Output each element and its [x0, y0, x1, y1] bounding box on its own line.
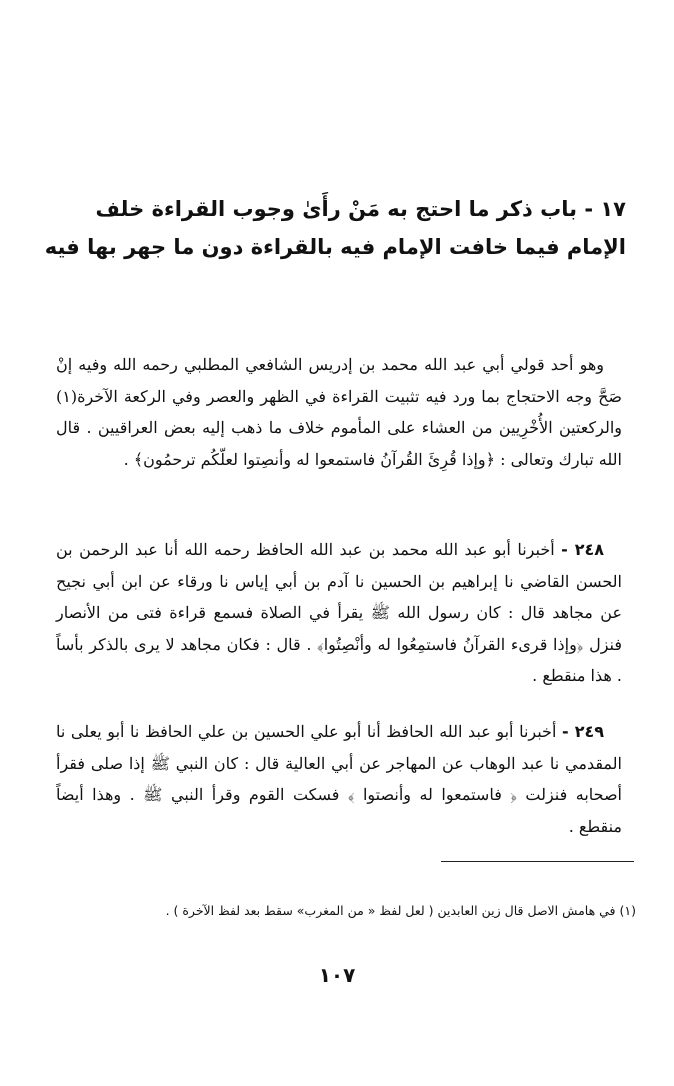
footnote: (١) في هامش الاصل قال زين العابدين ( لعل لفظ « من المغرب» سقط بعد لفظ الآخرة ) .: [165, 903, 636, 918]
hadith-248-text: أخبرنا أبو عبد الله محمد بن عبد الله الحافظ رحمه الله أنا عبد الرحمن بن الحسن القاضي نا إبراهيم بن الحسين نا آدم بن أبي إياس نا ورقاء عن ابن أبي نجيح عن مجاهد قال : كان رسول الله ﷺ يقرأ في الصلاة فسمع قراءة فتى من الأنصار فنزل ﴿وإذا قرىء القرآنُ فاستمِعُوا له وأنْصِتُوا﴾ . قال : فكان مجاهد لا يرى بالذكر بأساً . هذا منقطع .: [56, 540, 622, 685]
footnote-separator: [441, 861, 634, 862]
hadith-248-paragraph: [56, 534, 622, 692]
hadith-249-paragraph: [56, 716, 622, 842]
intro-paragraph: وهو أحد قولي أبي عبد الله محمد بن إدريس الشافعي المطلبي رحمه الله وفيه إنْ صَحَّ وجه الاحتجاج بما ورد فيه تثبيت القراءة في الظهر والعصر وفي الركعة الآخرة(١) والركعتين الأُخْرِيين من العشاء على المأموم خلاف ما ذهب إليه بعض العراقيين . قال الله تبارك وتعالى : ﴿وإذا قُرِئَ القُرآنُ فاستمعوا له وأنصِتوا لعلّكُم ترحمُون﴾ .: [56, 355, 622, 469]
hadith-248-number: ٢٤٨ -: [561, 540, 605, 559]
page-number: ١٠٧: [318, 963, 356, 987]
hadith-249-text: أخبرنا أبو عبد الله الحافظ أنا أبو علي الحسين بن علي الحافظ نا أبو يعلى نا المقدمي نا عبد الوهاب عن المهاجر عن أبي العالية قال : كان النبي ﷺ إذا صلى فقرأ أصحابه فنزلت ﴿ فاستمعوا له وأنصتوا ﴾ فسكت القوم وقرأ النبي ﷺ . وهذا أيضاً منقطع .: [56, 722, 622, 836]
chapter-title: ١٧ - باب ذكر ما احتج به مَنْ رأَىٰ وجوب القراءة خلف الإمام فيما خافت الإمام فيه بالقراءة دون ما جهر بها فيه: [44, 197, 626, 259]
hadith-249-number: ٢٤٩ -: [561, 722, 604, 741]
